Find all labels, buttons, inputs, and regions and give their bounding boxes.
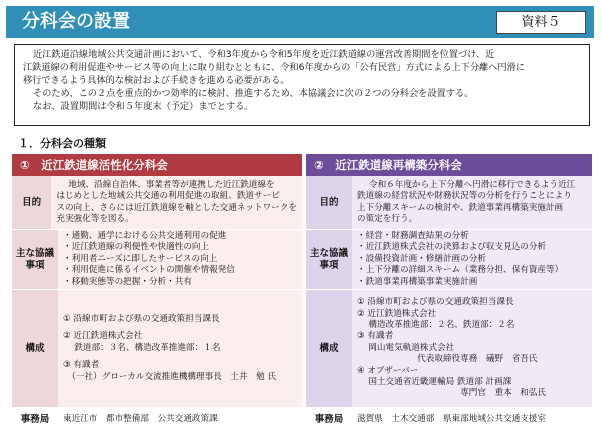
purpose-text [51,176,302,229]
list-item: 国土交通省近畿運輸局 鉄道部 計画課 [357,377,512,388]
row-label: 目的 [12,176,51,229]
intro-box [14,44,590,126]
office-text [58,408,302,431]
composition-list [58,290,302,407]
office-row [306,408,592,432]
intro-line: 移行できるよう具体的な検討および手続きを進める必要がある。 [23,75,290,86]
composition-row [306,290,592,408]
intro-line: 近江鉄道沿線地域公共交通計画において、令和3年度から令和5年度を近江鉄道線の運営改善期間を位置づけ、近 [33,49,495,60]
main-topics-row [306,230,592,290]
main-topics-list [352,230,592,289]
list-item: ・近江鉄道株式会社の決算および収支見込の分析 [357,242,547,253]
intro-line: なお、設置期間は令和５年度末（予定）までとする。 [33,101,254,112]
list-item: 鉄道部：３名、構造改革推進部：１名 [63,342,221,353]
office-row [12,408,302,432]
list-item: ・鉄道事業再構築事業実施計画 [357,276,478,287]
purpose-row [12,176,302,230]
list-item: 岡山電気軌道株式会社 [357,342,455,353]
panel-title: ② 近江鉄道線再構築分科会 [306,154,592,176]
intro-line: そのため、この２点を重点的かつ効率的に検討、推進するため、本協議会に次の２つの分科会を設置する。 [33,88,474,99]
main-topics-list [58,230,302,289]
section-heading: １．分科会の種類 [18,137,106,150]
title-banner [6,6,594,38]
list-item: 構造改革推進部：２名、鉄道部：２名 [357,319,515,330]
list-item: ① 沿線市町および県の交通政策担当課長 [357,297,514,308]
text-line: 鉄道線の経営状況や財務状況等の分析を行うことにより [357,191,572,202]
text-line: 地域、沿線自治体、事業者等が連携した近江鉄道線を [68,179,275,190]
office-text [352,408,592,431]
list-item: ② 近江鉄道株式会社 [357,308,437,319]
row-label: 構成 [12,290,58,407]
intro-line: 江鉄道線の利用促進やサービス等の向上に取り組むとともに、令和6年度からの「公有民営」方式による上下分離へ円滑に [23,62,525,73]
purpose-row [306,176,592,230]
text-line: 令和６年度から上下分離へ円滑に移行できるよう近江 [369,179,576,190]
text-line: 滋賀県 土木交通部 県東部地域公共交通支援室 [357,413,547,424]
text-line: はじめとした地域公共交通の利用促進の取組、鉄道サービ [56,191,280,202]
text-line: 充実強化等を図る。 [56,213,134,224]
list-item: ・近江鉄道線の利便性や快適性の向上 [63,242,210,253]
composition-list [352,290,592,407]
list-item: ・利用促進に係るイベントの開催や情報発信 [63,265,235,276]
row-label: 事務局 [12,408,58,431]
list-item: ・利用者ニーズに即したサービスの向上 [63,253,218,264]
document-number-badge: 資料５ [496,11,586,34]
list-item: ・移動実態等の把握・分析・共有 [63,276,192,287]
row-label: 主な協議事項 [12,230,58,289]
committee-panel-revitalization [12,154,302,432]
list-item: ① 沿線市町および県の交通政策担当課長 [63,313,220,324]
purpose-text [352,176,592,229]
text-line: の策定を行う。 [357,213,418,224]
main-topics-row [12,230,302,290]
list-item: ・通勤、通学における公共交通利用の促進 [63,230,227,241]
page-title: 分科会の設置 [22,11,130,32]
row-label: 目的 [306,176,352,229]
list-item: ・経営・財務調査結果の分析 [357,230,469,241]
text-line: 上下分離スキームの検討や、鉄道事業再構築実施計画 [357,202,564,213]
list-item: ・上下分離の詳細スキーム（業務分担、保有資産等） [357,265,564,276]
text-line: 東近江市 都市整備部 公共交通政策課 [63,413,218,424]
row-label: 主な協議事項 [306,230,352,289]
row-label: 事務局 [306,408,352,431]
panel-title: ① 近江鉄道線活性化分科会 [12,154,302,176]
list-item: ② 近江鉄道株式会社 [63,331,143,342]
list-item: 代表取締役専務 礒野 省吾氏 [357,354,538,365]
list-item: ③ 有識者 [63,360,100,371]
committee-panel-restructuring [306,154,592,432]
list-item: ③ 有識者 [357,331,394,342]
list-item: ④ オブザーバー [357,365,419,376]
list-item: （一社）グローカル交流推進機構理事長 土井 勉 氏 [63,371,277,382]
row-label: 構成 [306,290,352,407]
composition-row [12,290,302,408]
list-item: ・設備投資計画・修繕計画の分析 [357,253,486,264]
text-line: スの向上、さらには近江鉄道線を軸とした交通ネットワークを [56,202,297,213]
list-item: 専門官 重本 和弘氏 [357,388,547,399]
